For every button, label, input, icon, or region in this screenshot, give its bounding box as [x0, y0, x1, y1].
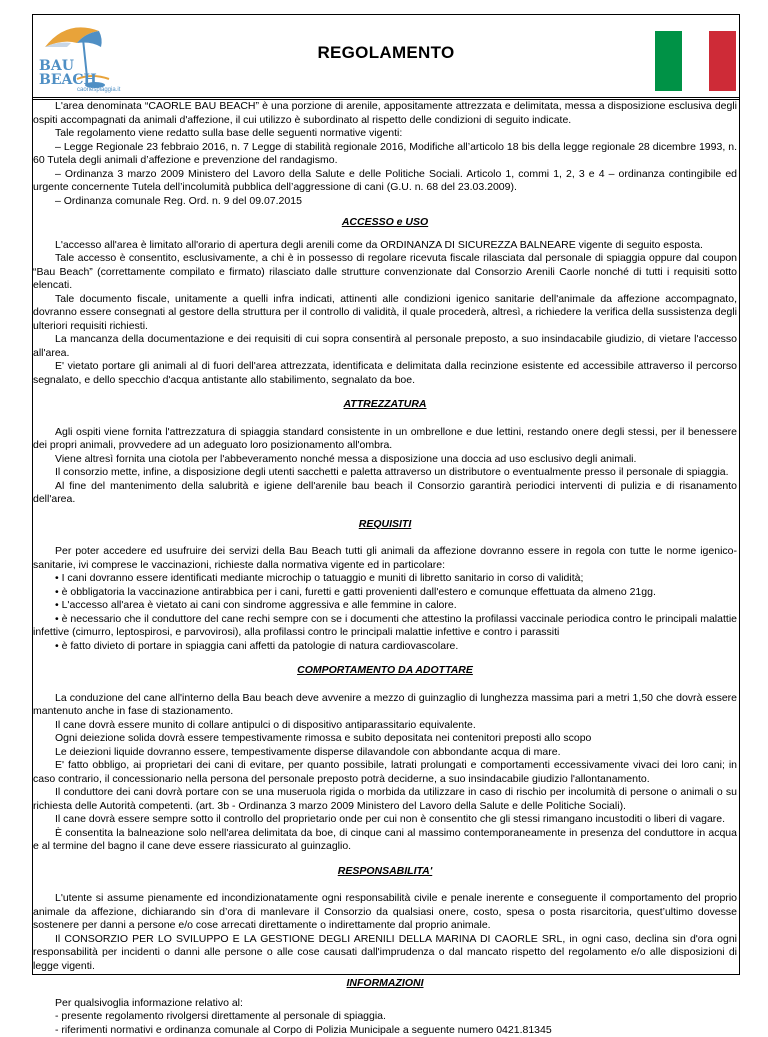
info-line: - riferimenti normativi e ordinanza comunale al Corpo di Polizia Municipale a seguente numero 0421.81345 [33, 1024, 737, 1037]
intro-paragraph: Tale regolamento viene redatto sulla base delle seguenti normative vigenti: [33, 127, 737, 141]
comportamento-paragraph: E' fatto obbligo, ai proprietari dei cani di evitare, per quanto possibile, latrati prolungati e comportamenti eccessivamente vivaci dei loro cani; in caso contrario, il concessionario nella persona del personale preposto potrà deciderne, a suo insindacabile giudizio l'allontanamento. [33, 759, 737, 786]
comportamento-paragraph: Ogni deiezione solida dovrà essere tempestivamente rimossa e subito depositata nei contenitori preposti allo scopo [33, 732, 737, 746]
section-title-informazioni: INFORMAZIONI [33, 977, 737, 991]
info-line: Per qualsivoglia informazione relativo al: [33, 997, 737, 1011]
regulation-body [32, 97, 740, 975]
intro-section [33, 100, 737, 208]
page-title: REGOLAMENTO [33, 43, 739, 63]
comportamento-paragraph: Il conduttore dei cani dovrà portare con se una museruola rigida o morbida da utilizzare in caso di rischio per incolumità di persone o animali o su richiesta delle Autorità competenti. (art. 3b - Ordinanza 3 marzo 2009 Ministero del Lavoro della Salute e delle Politiche Sociali). [33, 786, 737, 813]
comportamento-paragraph: Le deiezioni liquide dovranno essere, tempestivamente disperse dilavandole con abbondante acqua di mare. [33, 746, 737, 760]
logo-site: caorlespiaggia.it [77, 87, 120, 93]
section-title-responsabilita: RESPONSABILITA' [33, 865, 737, 879]
section-title-comportamento: COMPORTAMENTO DA ADOTTARE [33, 664, 737, 678]
responsabilita-paragraph: Il CONSORZIO PER LO SVILUPPO E LA GESTIONE DEGLI ARENILI DELLA MARINA DI CAORLE SRL, in ogni caso, declina sin d'ora ogni responsabilità per incidenti o danni alle persone o alle cose causati dall'imprudenza o dal mancato rispetto del regolamento e/o alle disposizioni di legge vigenti. [33, 933, 737, 974]
list-item: • I cani dovranno essere identificati mediante microchip o tatuaggio e muniti di libretto sanitario in corso di validità; [33, 572, 737, 586]
intro-paragraph: – Ordinanza comunale Reg. Ord. n. 9 del 09.07.2015 [33, 195, 737, 209]
responsabilita-paragraph: L'utente si assume pienamente ed incondizionatamente ogni responsabilità civile e penale inerente e conseguente il comportamento del proprio animale da affezione, dichiarando sin d’ora di manlevare il Consorzio da qualsiasi onere, costo, spesa o posta risarcitoria, quest’ultimo dovesse sostenere per danni a persone e/o cose arrecati direttamente o indirettamente dal proprio animale. [33, 892, 737, 933]
flag-stripe-red [709, 31, 736, 91]
logo-text-beach: BEACH [39, 73, 97, 87]
document-header [32, 14, 740, 100]
attrezzatura-paragraph: Viene altresì fornita una ciotola per l'abbeveramento nonché messa a disposizione una doccia ad uso esclusivo degli animali. [33, 453, 737, 467]
requisiti-paragraph: Per poter accedere ed usufruire dei servizi della Bau Beach tutti gli animali da affezione dovranno essere in regola con tutte le norme igenico-sanitarie, ivi comprese le vaccinazioni, richieste dalla normativa vigente ed in particolare: [33, 545, 737, 572]
italian-flag-icon [655, 31, 736, 91]
section-title-attrezzatura: ATTREZZATURA [33, 398, 737, 412]
attrezzatura-paragraph: Agli ospiti viene fornita l'attrezzatura di spiaggia standard consistente in un ombrellone e due lettini, restando onere degli stessi, per il benessere dei propri animali, provvedere ad un adeguato loro posizionamento all'ombra. [33, 426, 737, 453]
flag-stripe-white [682, 31, 709, 91]
accesso-paragraph: L'accesso all'area è limitato all'orario di apertura degli arenili come da ORDINANZA DI SICUREZZA BALNEARE vigente di seguito esposta. [33, 239, 737, 253]
list-item: • è fatto divieto di portare in spiaggia cani affetti da patologie di natura cardiovascolare. [33, 640, 737, 654]
info-line: - presente regolamento rivolgersi direttamente al personale di spiaggia. [33, 1010, 737, 1024]
intro-paragraph: – Legge Regionale 23 febbraio 2016, n. 7 Legge di stabilità regionale 2016, Modifiche all’articolo 18 bis della legge regionale 28 dicembre 1993, n. 60 Tutela degli animali d’affezione e prevenzione del randagismo. [33, 141, 737, 168]
intro-paragraph: L'area denominata “CAORLE BAU BEACH” è una porzione di arenile, appositamente attrezzata e delimitata, messa a disposizione esclusiva degli ospiti accompagnati da animali d'affezione, il cui utilizzo è subordinato al rispetto delle condizioni di seguito indicate. [33, 100, 737, 127]
logo-text-bau: BAU [39, 59, 97, 73]
section-title-accesso: ACCESSO e USO [33, 216, 737, 230]
comportamento-paragraph: Il cane dovrà essere sempre sotto il controllo del proprietario onde per cui non è consentito che gli stessi rimangano incustoditi o liberi di vagare. [33, 813, 737, 827]
accesso-paragraph: E' vietato portare gli animali al di fuori dell'area attrezzata, identificata e delimitata dalla recinzione esistente ed accessibile attraverso il percorso segnalato, e dello specchio d'acqua antistante allo stabilimento, segnalato da boe. [33, 360, 737, 387]
attrezzatura-paragraph: Il consorzio mette, infine, a disposizione degli utenti sacchetti e paletta attraverso un distributore o eventualmente presso il personale di spiaggia. [33, 466, 737, 480]
accesso-paragraph: La mancanza della documentazione e dei requisiti di cui sopra consentirà al personale preposto, a suo insindacabile giudizio, di vietare l'accesso all'area. [33, 333, 737, 360]
accesso-paragraph: Tale accesso è consentito, esclusivamente, a chi è in possesso di regolare ricevuta fiscale rilasciata dal personale di spiaggia oppure dal coupon “Bau Beach” (correttamente compilato e firmato) rilasciato dalle strutture convenzionate dal Consorzio Arenili Caorle nonché di tutti i requisiti sotto elencati. [33, 252, 737, 293]
list-item: • è necessario che il conduttore del cane rechi sempre con se i documenti che attestino la profilassi vaccinale periodica contro le principali malattie infettive (cimurro, leptospirosi, e parvovirosi), alla profilassi contro le principali malattie infettive e contro i parassiti [33, 613, 737, 640]
comportamento-paragraph: La conduzione del cane all'interno della Bau beach deve avvenire a mezzo di guinzaglio di lunghezza massima pari a metri 1,50 che dovrà essere mantenuto anche in fase di stazionamento. [33, 692, 737, 719]
informazioni-section [33, 997, 737, 1037]
list-item: • è obbligatoria la vaccinazione antirabbica per i cani, furetti e gatti provenienti dall'estero e comunque effettuata da almeno 21gg. [33, 586, 737, 600]
section-title-requisiti: REQUISITI [33, 518, 737, 532]
attrezzatura-paragraph: Al fine del mantenimento della salubrità e igiene dell'arenile bau beach il Consorzio garantirà periodici interventi di pulizia e di risanamento dell'area. [33, 480, 737, 507]
accesso-paragraph: Tale documento fiscale, unitamente a quelli infra indicati, attinenti alle condizioni igenico sanitarie dell'animale da affezione accompagnato, dovranno essere consegnati al gestore della struttura per il controllo di validità, il quale procederà, altresì, a richiedere la verifica della sussistenza degli ulteriori requisiti richiesti. [33, 293, 737, 334]
intro-paragraph: – Ordinanza 3 marzo 2009 Ministero del Lavoro della Salute e delle Politiche Sociali. Articolo 1, commi 1, 2, 3 e 4 – ordinanza contingibile ed urgente concernente Tutela dell’incolumità pubblica dell’aggressione di cani (G.U. n. 68 del 23.03.2009). [33, 168, 737, 195]
flag-stripe-green [655, 31, 682, 91]
comportamento-paragraph: È consentita la balneazione solo nell'area delimitata da boe, di cinque cani al massimo contemporaneamente in presenza del conduttore in acqua e al termine del bagno il cane deve essere riassicurato al guinzaglio. [33, 827, 737, 854]
list-item: • L'accesso all'area è vietato ai cani con sindrome aggressiva e alle femmine in calore. [33, 599, 737, 613]
comportamento-paragraph: Il cane dovrà essere munito di collare antipulci o di dispositivo antiparassitario equivalente. [33, 719, 737, 733]
